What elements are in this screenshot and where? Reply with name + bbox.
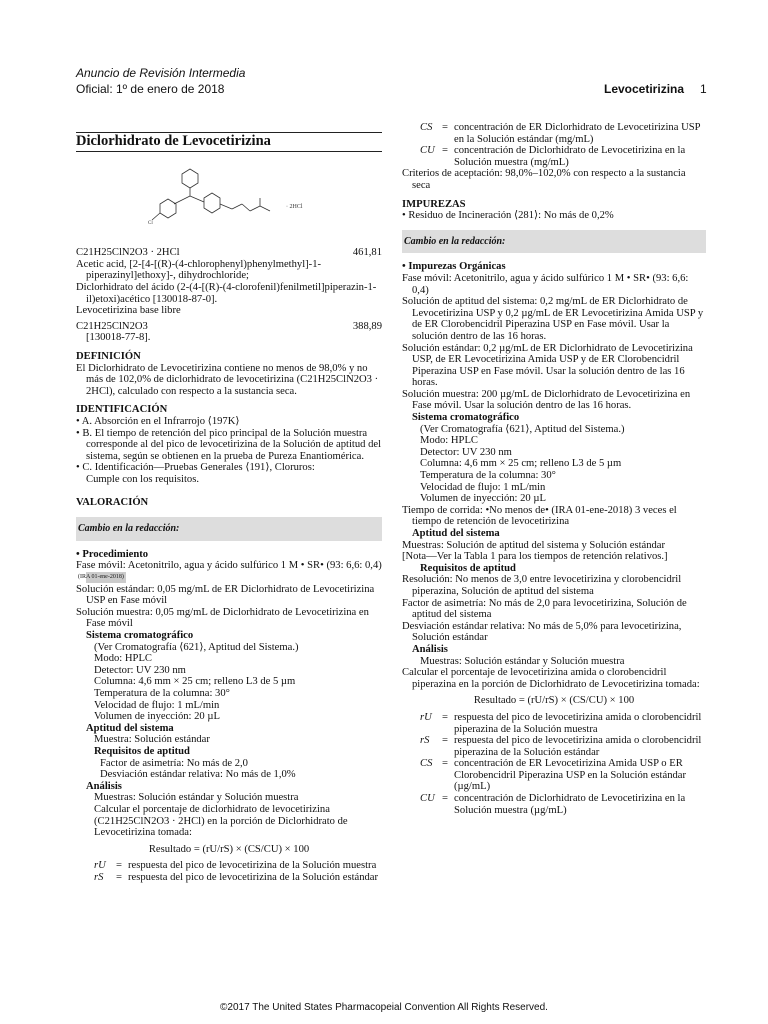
imp-mobile-phase: Fase móvil: Acetonitrilo, agua y ácido sulfúrico 1 M • SR• (93: 6,6: 0,4) [402, 272, 689, 296]
assay-suitability-requirements: Requisitos de aptitud [94, 745, 190, 757]
imp-def-rs: rS = respuesta del pico de levocetirizina amida o clorobencidril piperazina de la Solución estándar [420, 735, 702, 758]
imp-suitability-solution: Solución de aptitud del sistema: 0,2 mg/mL de ER Diclorhidrato de Levocetirizina USP y 0,2 µg/mL de ER Levocetirizina Amida USP y de ER Clorobencidril Piperazina USP en Fase móvil. Usar la solución dentro de las 16 horas. [402, 296, 704, 342]
right-column [402, 122, 706, 816]
revision-note-impurities: Cambio en la redacción: [402, 230, 706, 254]
definicion-text: El Diclorhidrato de Levocetirizina contiene no menos de 98,0% y no más de 102,0% de diclorhidrato de levocetirizina (C21H25ClN2O3 · 2HCl), calculado con respecto a la sustancia seca. [76, 362, 379, 397]
imp-flow-rate: Velocidad de flujo: 1 mL/min [420, 481, 546, 493]
left-column [76, 132, 382, 884]
assay-chrom-system: Sistema cromatográfico [86, 630, 194, 642]
revision-note: Cambio en la redacción: [76, 517, 382, 541]
imp-def-ru: rU = respuesta del pico de levocetirizina amida o clorobencidril piperazina de la Solución muestra [420, 711, 702, 735]
page-footer: ©2017 The United States Pharmacopeial Convention All Rights Reserved. [220, 1002, 548, 1013]
molecular-weight: 461,81 [352, 247, 382, 259]
imp-resolution: Resolución: No menos de 3,0 entre levocetirizina y clorobencidril piperazina, Solución de aptitud del sistema [402, 574, 682, 597]
assay-samples: Muestras: Solución estándar y Solución muestra [94, 792, 299, 804]
imp-result-formula: Resultado = (rU/rS) × (CS/CU) × 100 [473, 695, 635, 707]
assay-column: Columna: 4,6 mm × 25 cm; relleno L3 de 5 µm [94, 676, 296, 688]
chemical-name-english: Acetic acid, [2-[4-[(R)-(4-chlorophenyl)phenylmethyl]-1-piperazinyl]ethoxy]-, dihydrochloride; [76, 258, 322, 282]
free-base-weight: 388,89 [352, 320, 382, 332]
imp-rsd: Desviación estándar relativa: No más de 5,0% para levocetirizina, Solución estándar [402, 620, 682, 644]
assay-standard-solution: Solución estándar: 0,05 mg/mL de ER Diclorhidrato de Levocetirizina USP en Fase móvil [76, 583, 375, 607]
assay-mode: Modo: HPLC [94, 653, 152, 665]
assay-sample-solution: Solución muestra: 0,05 mg/mL de Diclorhidrato de Levocetirizina en Fase móvil [76, 606, 369, 630]
salt-label: · 2HCl [286, 203, 303, 210]
imp-sample-solution: Solución muestra: 200 µg/mL de Diclorhidrato de Levocetirizina en Fase móvil. Usar la solución dentro de las 16 horas. [402, 388, 691, 412]
assay-def-cs: CS = concentración de ER Diclorhidrato de Levocetirizina USP en la Solución estándar (mg/mL) [420, 122, 701, 145]
chemical-structure-diagram [146, 156, 326, 236]
assay-tailing-factor: Factor de asimetría: No más de 2,0 [100, 757, 248, 769]
imp-column-temp: Temperatura de la columna: 30° [420, 470, 556, 482]
header-monograph-name: Levocetirizina [604, 82, 685, 96]
section-valoracion: VALORACIÓN [76, 497, 149, 509]
assay-procedure: • Procedimiento [76, 548, 149, 560]
imp-samples: Muestras: Solución estándar y Solución muestra [420, 655, 625, 667]
header-official-date: Oficial: 1º de enero de 2018 [76, 82, 225, 96]
imp-system-suitability: Aptitud del sistema [412, 528, 500, 539]
assay-column-temp: Temperatura de la columna: 30° [94, 688, 230, 700]
assay-suitability-sample: Muestra: Solución estándar [94, 734, 210, 746]
molecular-formula: C21H25ClN2O3 · 2HCl [76, 247, 180, 259]
assay-system-suitability: Aptitud del sistema [86, 722, 174, 734]
monograph-title: Diclorhidrato de Levocetirizina [76, 132, 382, 152]
imp-mode: Modo: HPLC [420, 435, 478, 447]
imp-column: Columna: 4,6 mm × 25 cm; relleno L3 de 5 µm [420, 458, 622, 470]
imp-detector: Detector: UV 230 nm [420, 446, 512, 458]
imp-suitability-samples: Muestras: Solución de aptitud del sistema y Solución estándar [402, 539, 666, 551]
id-test-c-result: Cumple con los requisitos. [86, 473, 199, 485]
imp-def-cu: CU = concentración de Diclorhidrato de Levocetirizina en la Solución muestra (µg/mL) [420, 793, 686, 816]
free-base-formula: C21H25ClN2O3 [76, 320, 148, 332]
header-notice: Anuncio de Revisión Intermedia [76, 66, 246, 80]
imp-tailing-factor: Factor de asimetría: No más de 2,0 para levocetirizina, Solución de aptitud del sistema [402, 597, 687, 621]
assay-flow-rate: Velocidad de flujo: 1 mL/min [94, 699, 220, 711]
free-base-label: Levocetirizina base libre [76, 305, 181, 317]
assay-mobile-phase: Fase móvil: Acetonitrilo, agua y ácido sulfúrico 1 M • SR• (93: 6,6: 0,4) (IRA 01-ene-2018) [76, 560, 382, 583]
assay-def-rs: rS = respuesta del pico de levocetirizina de la Solución estándar [94, 871, 379, 883]
assay-def-ru: rU = respuesta del pico de levocetirizina de la Solución muestra [94, 860, 377, 872]
residue-on-ignition: • Residuo de Incineración ⟨281⟩: No más de 0,2% [402, 210, 614, 222]
assay-injection-volume: Volumen de inyección: 20 µL [94, 711, 220, 723]
imp-suitability-requirements: Requisitos de aptitud [420, 562, 516, 574]
imp-def-cs: CS = concentración de ER Levocetirizina Amida USP o ER Clorobencidril Piperazina USP en la Solución estándar (µg/mL) [420, 758, 687, 793]
free-base-cas: [130018-77-8]. [86, 332, 151, 344]
revision-tag: (IRA 01-ene-2018) [86, 572, 126, 584]
assay-acceptance-criteria: Criterios de aceptación: 98,0%–102,0% con respecto a la sustancia seca [402, 168, 686, 191]
section-identificacion: IDENTIFICACIÓN [76, 404, 168, 416]
imp-injection-volume: Volumen de inyección: 20 µL [420, 493, 546, 505]
imp-analysis: Análisis [412, 643, 448, 655]
organic-impurities: • Impurezas Orgánicas [402, 261, 506, 273]
assay-analysis: Análisis [86, 780, 122, 792]
id-test-b: • B. El tiempo de retención del pico principal de la Solución muestra corresponde al del pico de levocetirizina de la Solución de aptitud del sistema, según se obtienen en la prueba de Pureza Enantiomérica. [76, 427, 382, 462]
assay-rsd: Desviación estándar relativa: No más de 1,0% [100, 769, 296, 781]
assay-calculation: Calcular el porcentaje de diclorhidrato de levocetirizina (C21H25ClN2O3 · 2HCl) en la porción de Diclorhidrato de Levocetirizina tomada: [94, 803, 348, 839]
id-test-c: • C. Identificación—Pruebas Generales ⟨191⟩, Cloruros: [76, 462, 315, 474]
chlorine-atom-label: Cl [148, 220, 153, 226]
assay-chrom-ref: (Ver Cromatografía ⟨621⟩, Aptitud del Sistema.) [94, 641, 299, 653]
page-number: 1 [700, 82, 707, 96]
imp-chrom-ref: (Ver Cromatografía ⟨621⟩, Aptitud del Sistema.) [420, 423, 625, 435]
imp-run-time: Tiempo de corrida: •No menos de• (IRA 01-ene-2018) 3 veces el tiempo de retención de levocetirizina [402, 504, 677, 528]
imp-note: [Nota—Ver la Tabla 1 para los tiempos de retención relativos.] [402, 551, 668, 563]
chemical-name-spanish: Diclorhidrato del ácido (2-(4-[(R)-(4-clorofenil)fenilmetil]piperazin-1-il)etoxi)acético [130018-87-0]. [76, 281, 377, 305]
imp-chrom-system: Sistema cromatográfico [412, 412, 520, 424]
imp-calculation: Calcular el porcentaje de levocetirizina amida o clorobencidril piperazina en la porción de Diclorhidrato de Levocetirizina tomada: [402, 667, 700, 690]
section-impurezas: IMPUREZAS [402, 198, 466, 210]
section-definicion: DEFINICIÓN [76, 350, 141, 362]
assay-detector: Detector: UV 230 nm [94, 664, 186, 676]
id-test-a: • A. Absorción en el Infrarrojo ⟨197K⟩ [76, 415, 240, 427]
imp-standard-solution: Solución estándar: 0,2 µg/mL de ER Diclorhidrato de Levocetirizina USP, de ER Levocetirizina Amida USP y de ER Clorobencidril Piperazina USP en Fase móvil. Usar la solución dentro de las 16 horas. [402, 342, 693, 389]
assay-result-formula: Resultado = (rU/rS) × (CS/CU) × 100 [148, 843, 310, 855]
assay-def-cu: CU = concentración de Diclorhidrato de Levocetirizina en la Solución muestra (mg/mL) [420, 145, 686, 168]
